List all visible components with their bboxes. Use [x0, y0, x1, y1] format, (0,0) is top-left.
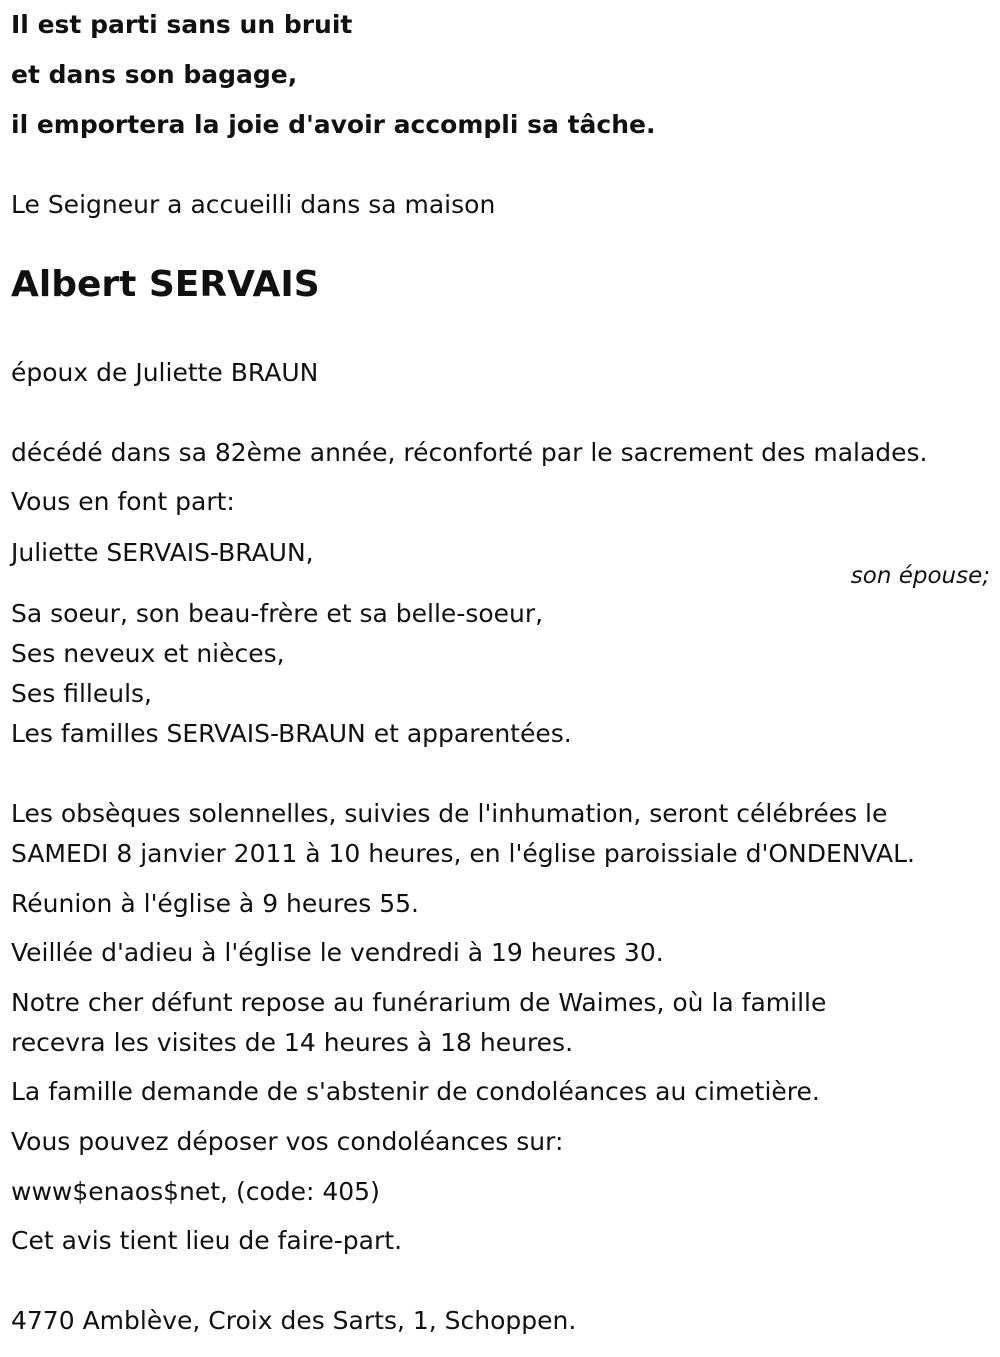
announce-label: Vous en font part:: [11, 487, 235, 516]
condolences-site: www$enaos$net, (code: 405): [11, 1177, 380, 1206]
deceased-name: Albert SERVAIS: [11, 264, 320, 305]
family-spouse-role: son épouse;: [850, 563, 990, 589]
poem-line-3: il emportera la joie d'avoir accompli sa tâche.: [11, 110, 656, 139]
funeral-line-1: Les obsèques solennelles, suivies de l'inhumation, seront célébrées le: [11, 799, 888, 828]
poem-line-1: Il est parti sans un bruit: [11, 10, 353, 39]
notice-line: Cet avis tient lieu de faire-part.: [11, 1226, 403, 1255]
intro-text: Le Seigneur a accueilli dans sa maison: [11, 190, 496, 219]
condolences-label: Vous pouvez déposer vos condoléances sur:: [11, 1127, 564, 1156]
rest-line-1: Notre cher défunt repose au funérarium de Waimes, où la famille: [11, 988, 827, 1017]
family-line-4: Les familles SERVAIS-BRAUN et apparentées.: [11, 719, 572, 748]
cemetery-note: La famille demande de s'abstenir de condoléances au cimetière.: [11, 1077, 820, 1106]
family-line-2: Ses neveux et nièces,: [11, 639, 285, 668]
spouse-line: époux de Juliette BRAUN: [11, 358, 319, 387]
family-line-1: Sa soeur, son beau-frère et sa belle-soeur,: [11, 599, 544, 628]
family-spouse-name: Juliette SERVAIS-BRAUN,: [11, 538, 314, 567]
poem-line-2: et dans son bagage,: [11, 60, 298, 89]
age-line: décédé dans sa 82ème année, réconforté par le sacrement des malades.: [11, 438, 928, 467]
rest-line-2: recevra les visites de 14 heures à 18 heures.: [11, 1028, 574, 1057]
funeral-line-2: SAMEDI 8 janvier 2011 à 10 heures, en l'église paroissiale d'ONDENVAL.: [11, 839, 915, 868]
meeting-line: Réunion à l'église à 9 heures 55.: [11, 889, 419, 918]
family-line-3: Ses filleuls,: [11, 679, 153, 708]
vigil-line: Veillée d'adieu à l'église le vendredi à 19 heures 30.: [11, 938, 664, 967]
address-line: 4770 Amblève, Croix des Sarts, 1, Schoppen.: [11, 1306, 577, 1335]
